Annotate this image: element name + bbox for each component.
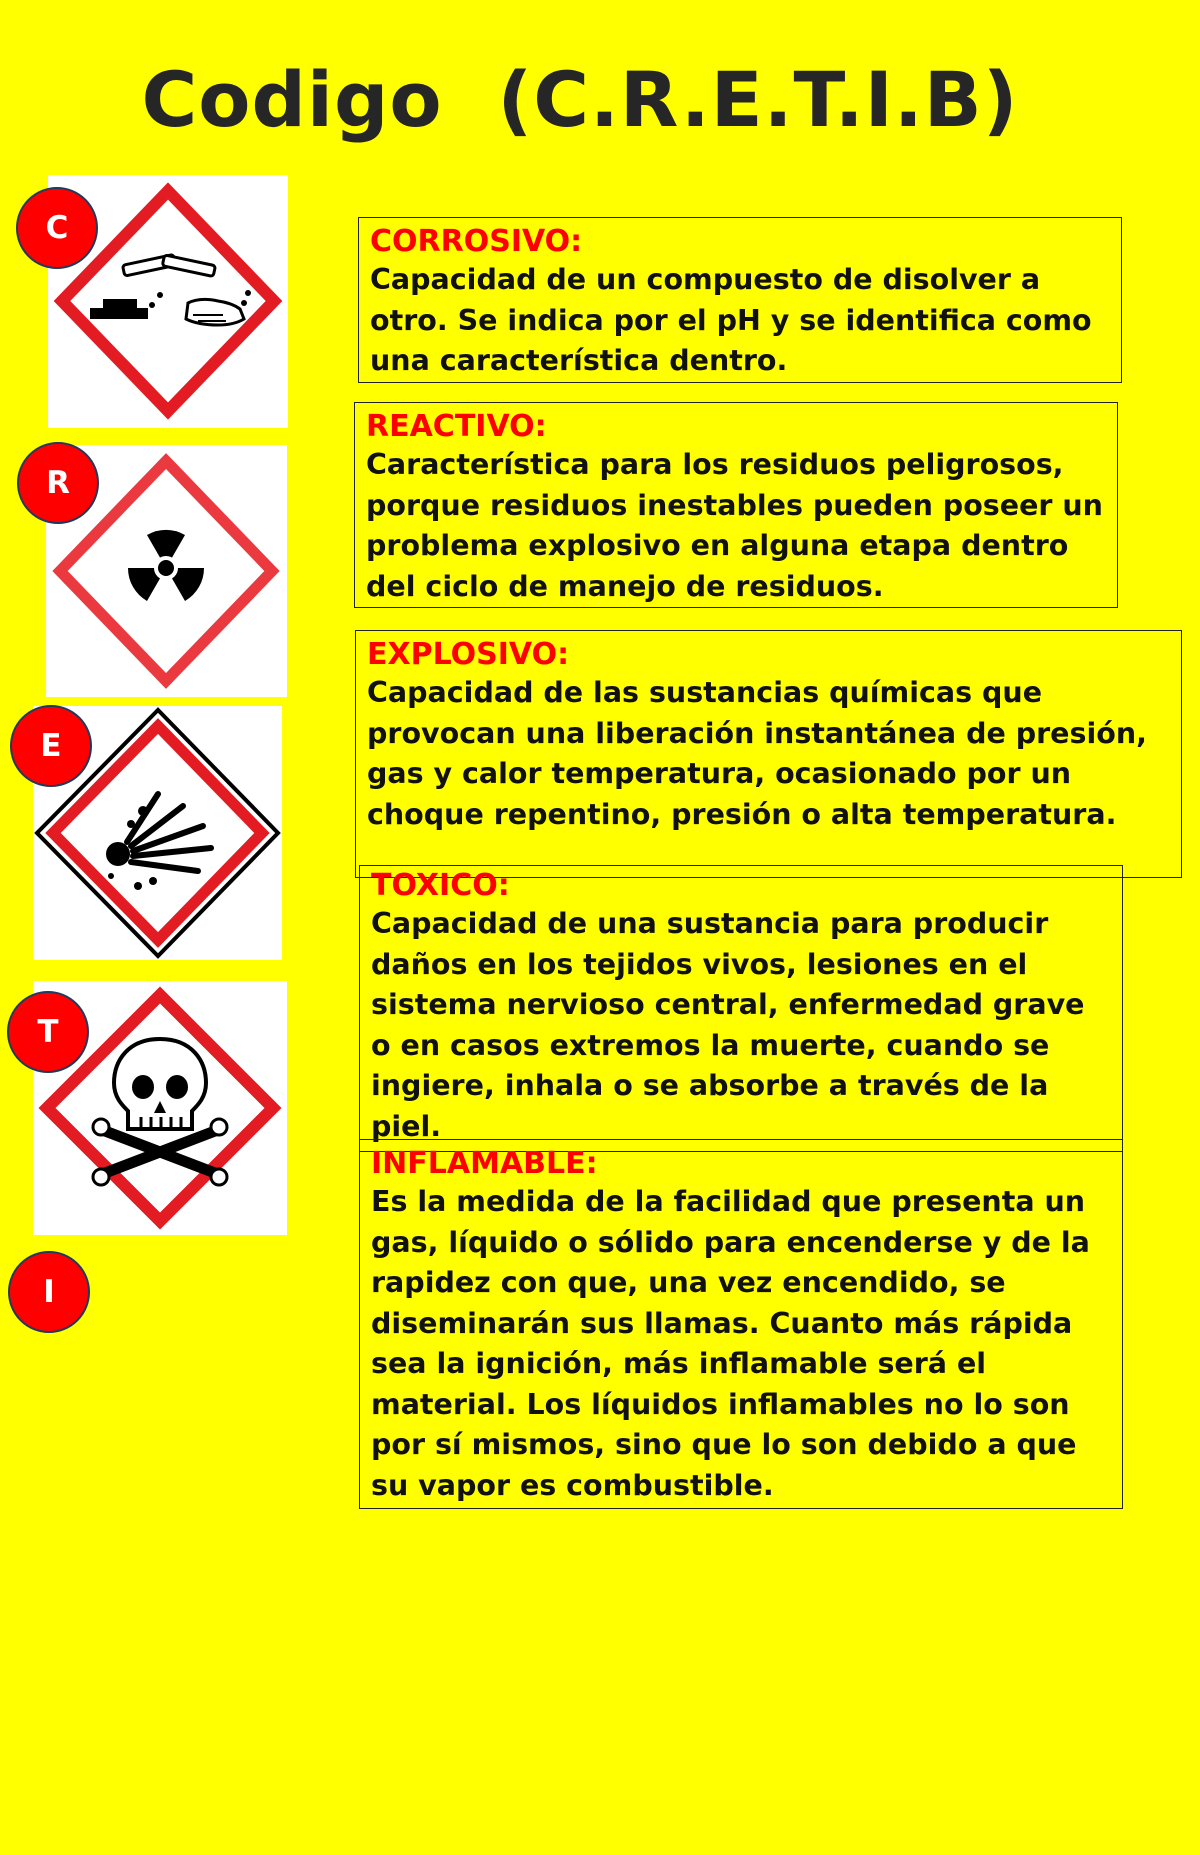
card-corrosivo: [358, 217, 1122, 383]
card-toxico: [359, 865, 1123, 1152]
letter-badge-c: C: [16, 187, 98, 269]
card-heading: TOXICO:: [371, 868, 510, 903]
letter-badge-e: E: [10, 705, 92, 787]
card-heading: CORROSIVO:: [370, 224, 583, 259]
card-text: Capacidad de un compuesto de disolver a otro. Se indica por el pH y se identifica como una característica dentro.: [370, 263, 1092, 377]
page-title: Codigo (C.R.E.T.I.B): [141, 55, 1019, 144]
card-inflamable: [359, 1139, 1123, 1509]
card-heading: REACTIVO:: [366, 409, 547, 444]
letter-badge-r: R: [17, 442, 99, 524]
card-heading: EXPLOSIVO:: [367, 637, 570, 672]
card-text: Es la medida de la facilidad que presenta un gas, líquido o sólido para encenderse y de la rapidez con que, una vez encendido, se diseminarán sus llamas. Cuanto más rápida sea la ignición, más inflamable será el material. Los líquidos inflamables no lo son por sí mismos, sino que lo son debido a que su vapor es combustible.: [371, 1185, 1090, 1502]
card-reactivo: [354, 402, 1118, 608]
card-text: Capacidad de las sustancias químicas que provocan una liberación instantánea de presión, gas y calor temperatura, ocasionado por un choque repentino, presión o alta temperatura.: [367, 676, 1147, 831]
card-explosivo: [355, 630, 1182, 878]
card-text: Característica para los residuos peligrosos, porque residuos inestables pueden poseer un problema explosivo en alguna etapa dentro del ciclo de manejo de residuos.: [366, 448, 1103, 603]
letter-badge-i: I: [8, 1251, 90, 1333]
card-text: Capacidad de una sustancia para producir daños en los tejidos vivos, lesiones en el sistema nervioso central, enfermedad grave o en casos extremos la muerte, cuando se ingiere, inhala o se absorbe a través de la piel.: [371, 907, 1085, 1143]
letter-badge-t: T: [7, 991, 89, 1073]
card-heading: INFLAMABLE:: [371, 1146, 598, 1181]
